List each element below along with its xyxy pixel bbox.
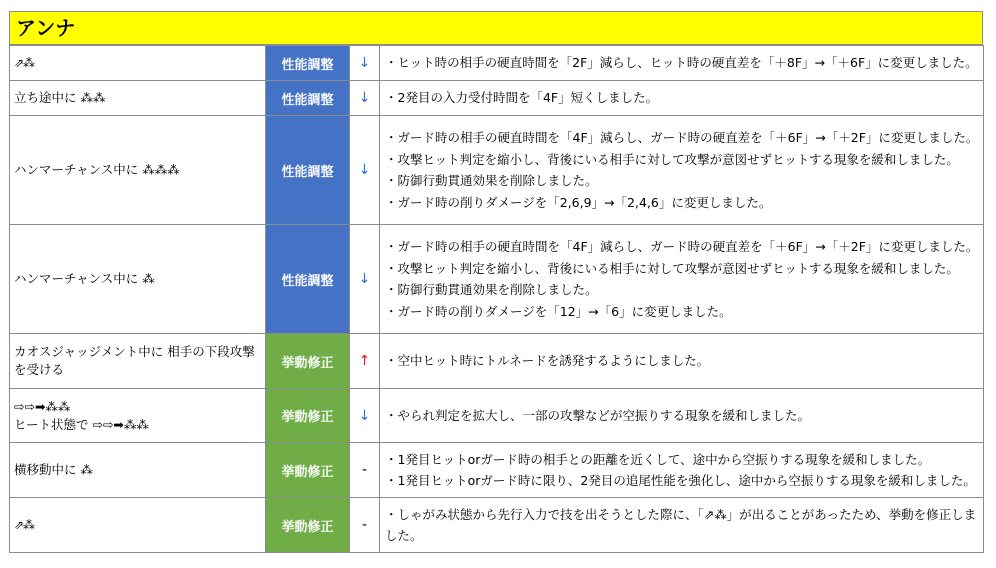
description-line: ・攻撃ヒット判定を縮小し、背後にいる相手に対して攻撃が意図せずヒットする現象を緩和しました。 bbox=[385, 151, 959, 167]
arrow-up-icon: ↑ bbox=[350, 334, 380, 389]
move-command: を受ける bbox=[14, 362, 65, 377]
move-command: 横移動中に ⁂ bbox=[14, 462, 93, 477]
category-badge: 性能調整 bbox=[266, 225, 350, 334]
category-badge: 性能調整 bbox=[266, 46, 350, 81]
move-command: 立ち途中に ⁂⁂ bbox=[14, 90, 106, 105]
description-line: ・2発目の入力受付時間を「4F」短くしました。 bbox=[385, 90, 659, 106]
no-change-indicator: - bbox=[350, 443, 380, 498]
category-badge: 挙動修正 bbox=[266, 443, 350, 498]
move-cell bbox=[10, 389, 266, 443]
move-cell bbox=[10, 443, 266, 498]
description-line: ・ガード時の相手の硬直時間を「4F」減らし、ガード時の硬直差を「＋6F」→「＋2F」に変更しました。 bbox=[385, 130, 979, 145]
table-row bbox=[10, 498, 984, 553]
description-cell bbox=[380, 81, 984, 116]
move-command: ハンマーチャンス中に ⁂⁂⁂ bbox=[14, 162, 180, 177]
description-line: ・空中ヒット時にトルネードを誘発するようにしました。 bbox=[385, 353, 710, 369]
category-badge: 挙動修正 bbox=[266, 389, 350, 443]
description-line: ・ガード時の削りダメージを「12」→「6」に変更しました。 bbox=[385, 303, 732, 319]
table-row bbox=[10, 116, 984, 225]
arrow-down-icon: ↓ bbox=[350, 81, 380, 116]
table-row bbox=[10, 334, 984, 389]
description-line: ・防御行動貫通効果を削除しました。 bbox=[385, 282, 598, 297]
move-command: ⇨⇨➡⁂⁂ bbox=[14, 398, 71, 414]
description-line: ・攻撃ヒット判定を縮小し、背後にいる相手に対して攻撃が意図せずヒットする現象を緩和しました。 bbox=[385, 260, 959, 276]
move-cell bbox=[10, 334, 266, 389]
table-row bbox=[10, 46, 984, 81]
table-row bbox=[10, 443, 984, 498]
description-line: ・ヒット時の相手の硬直時間を「2F」減らし、ヒット時の硬直差を「＋8F」→「＋6F」に変更しました。 bbox=[385, 55, 978, 71]
move-cell bbox=[10, 498, 266, 553]
description-line: ・しゃがみ状態から先行入力で技を出そうとした際に、「⇗⁂」が出ることがあったため、挙動を修正しました。 bbox=[385, 506, 977, 543]
description-line: ・防御行動貫通効果を削除しました。 bbox=[385, 173, 598, 188]
category-badge: 性能調整 bbox=[266, 116, 350, 225]
move-command: ⇗⁂ bbox=[14, 56, 35, 70]
arrow-down-icon: ↓ bbox=[350, 389, 380, 443]
no-change-indicator: - bbox=[350, 498, 380, 553]
move-cell bbox=[10, 81, 266, 116]
table-row bbox=[10, 389, 984, 443]
arrow-down-icon: ↓ bbox=[350, 46, 380, 81]
description-line: ・ガード時の相手の硬直時間を「4F」減らし、ガード時の硬直差を「＋6F」→「＋2F」に変更しました。 bbox=[385, 239, 979, 254]
move-command: カオスジャッジメント中に 相手の下段攻撃 bbox=[14, 344, 255, 359]
description-cell bbox=[380, 46, 984, 81]
description-line: ・1発目ヒットorガード時に限り、2発目の追尾性能を強化し、途中から空振りする現象を緩和しました。 bbox=[385, 473, 976, 488]
arrow-down-icon: ↓ bbox=[350, 116, 380, 225]
description-line: ・1発目ヒットorガード時の相手との距離を近くして、途中から空振りする現象を緩和しました。 bbox=[385, 451, 931, 467]
move-command: ⇗⁂ bbox=[14, 518, 35, 532]
move-command: ヒート状態で ⇨⇨➡⁂⁂ bbox=[14, 416, 149, 432]
category-badge: 挙動修正 bbox=[266, 334, 350, 389]
table-row bbox=[10, 81, 984, 116]
move-cell bbox=[10, 225, 266, 334]
description-cell bbox=[380, 225, 984, 334]
description-cell bbox=[380, 389, 984, 443]
description-cell bbox=[380, 443, 984, 498]
description-line: ・ガード時の削りダメージを「2,6,9」→「2,4,6」に変更しました。 bbox=[385, 194, 772, 210]
description-cell bbox=[380, 498, 984, 553]
move-cell bbox=[10, 116, 266, 225]
description-line: ・やられ判定を拡大し、一部の攻撃などが空振りする現象を緩和しました。 bbox=[385, 407, 811, 423]
patch-notes-sheet bbox=[9, 11, 983, 553]
category-badge: 挙動修正 bbox=[266, 498, 350, 553]
move-cell bbox=[10, 46, 266, 81]
category-badge: 性能調整 bbox=[266, 81, 350, 116]
changes-table bbox=[9, 45, 984, 553]
description-cell bbox=[380, 334, 984, 389]
description-cell bbox=[380, 116, 984, 225]
arrow-down-icon: ↓ bbox=[350, 225, 380, 334]
character-title: アンナ bbox=[9, 11, 983, 45]
table-row bbox=[10, 225, 984, 334]
move-command: ハンマーチャンス中に ⁂ bbox=[14, 271, 155, 286]
